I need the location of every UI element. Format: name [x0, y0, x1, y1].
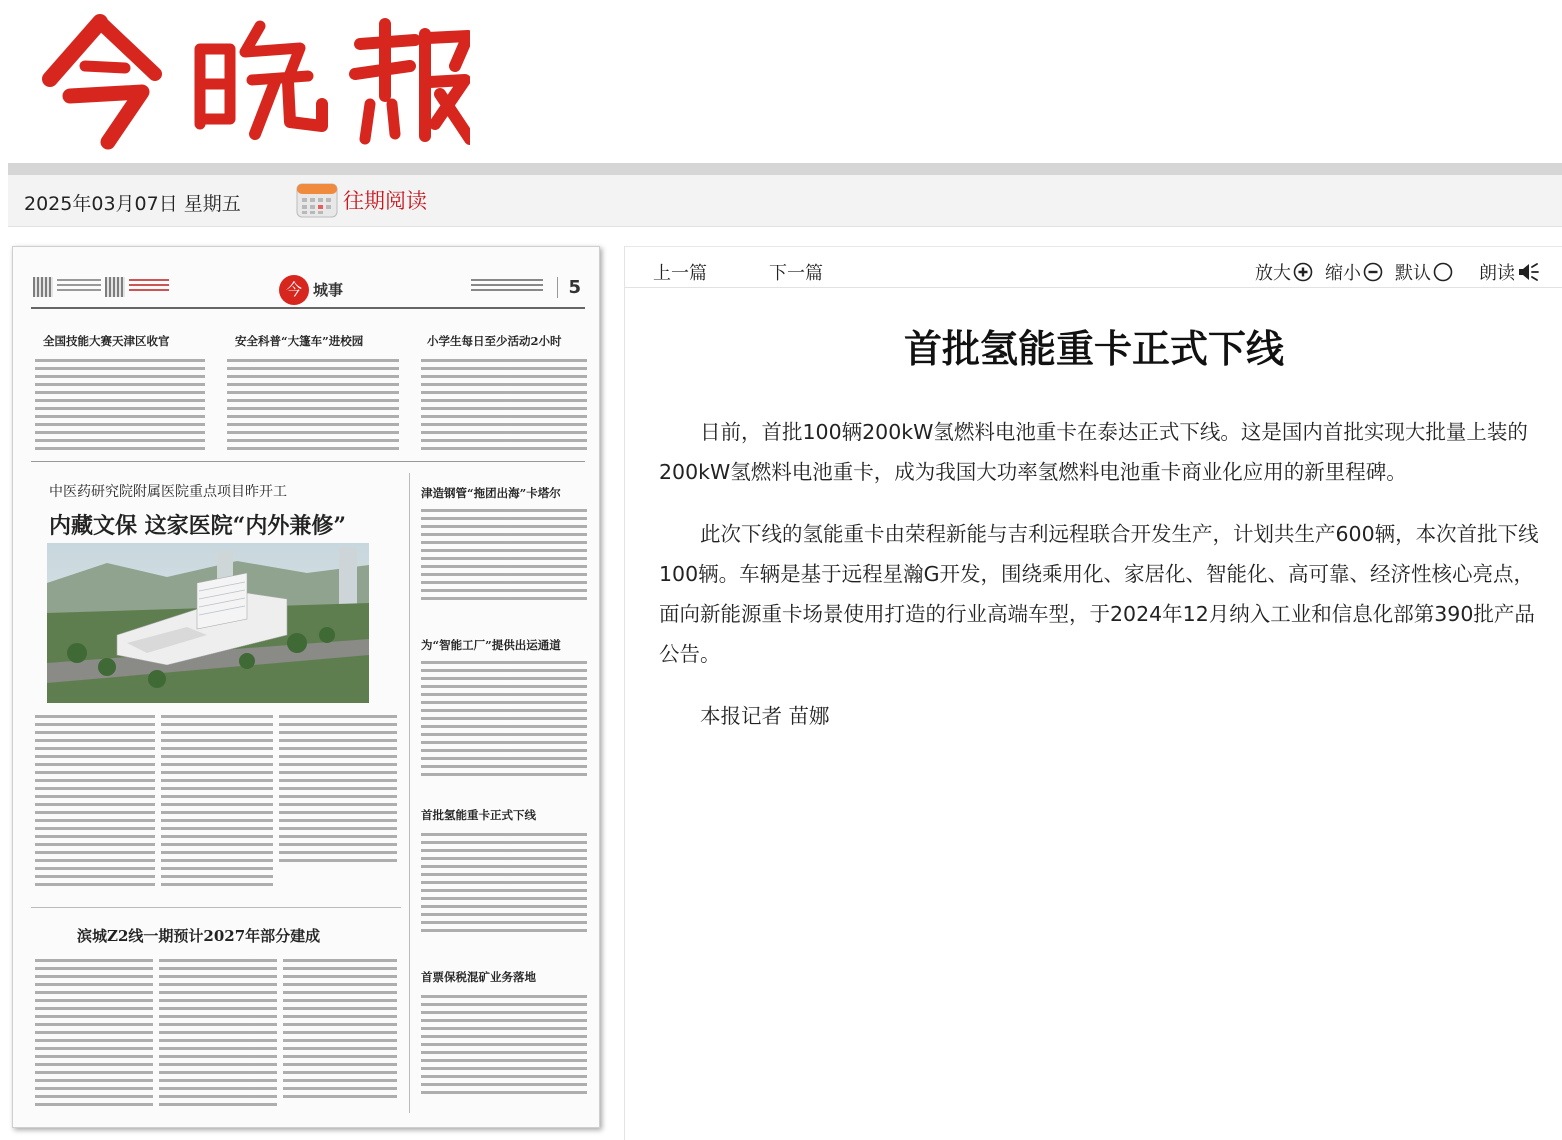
divider	[31, 907, 401, 908]
thumbnail-header	[31, 271, 581, 307]
article-toolbar	[625, 246, 1562, 288]
article-text-block	[283, 959, 397, 1099]
qr-code-icon	[33, 277, 53, 297]
page-thumbnail[interactable]	[12, 246, 600, 1128]
default-size-label: 默认	[1395, 263, 1431, 284]
divider	[8, 163, 1562, 175]
article-text-block	[421, 509, 587, 605]
divider	[409, 473, 410, 1113]
header-fineprint	[57, 279, 101, 293]
headline-link[interactable]: 津造钢管“拖团出海”卡塔尔	[421, 486, 561, 500]
header-fineprint	[471, 279, 543, 293]
headline-link[interactable]: 安全科普“大篷车”进校园	[235, 334, 364, 348]
archive-label: 往期阅读	[343, 189, 427, 213]
section-name: 城事	[313, 281, 344, 299]
section-logo-icon: 今	[279, 275, 309, 305]
kicker-link[interactable]: 中医药研究院附属医院重点项目昨开工	[49, 484, 287, 500]
article-text-block	[279, 715, 397, 865]
prev-article-link[interactable]: 上一篇	[653, 263, 707, 284]
header-fineprint	[129, 279, 169, 293]
article-text-block	[421, 359, 587, 455]
speaker-icon	[1517, 261, 1539, 283]
headline-link[interactable]: 为“智能工厂”提供出运通道	[421, 638, 561, 652]
zoom-in-button[interactable]	[1255, 259, 1313, 285]
page-number: 5	[557, 277, 581, 298]
qr-code-icon	[105, 277, 125, 297]
divider	[31, 461, 585, 462]
zoom-in-label: 放大	[1255, 263, 1291, 284]
date-bar	[8, 175, 1562, 227]
headline-link[interactable]: 小学生每日至少活动2小时	[427, 334, 562, 348]
headline-link[interactable]: 全国技能大赛天津区收官	[43, 334, 170, 348]
main-headline-link[interactable]: 内藏文保 这家医院“内外兼修”	[49, 513, 346, 539]
article-byline: 本报记者 苗娜	[700, 704, 830, 728]
zoom-out-button[interactable]	[1325, 259, 1383, 285]
article-text-block	[421, 661, 587, 779]
read-aloud-label: 朗读	[1479, 263, 1515, 284]
article-body	[659, 412, 1539, 758]
default-size-button[interactable]	[1395, 259, 1453, 285]
article-text-block	[161, 715, 273, 891]
article-text-block	[227, 359, 399, 455]
article-text-block	[159, 959, 277, 1109]
hospital-photo	[47, 543, 369, 703]
divider	[31, 307, 585, 309]
article-text-block	[421, 833, 587, 937]
issue-date: 2025年03月07日 星期五	[24, 193, 241, 215]
read-aloud-button[interactable]	[1479, 259, 1539, 285]
headline-link[interactable]: 滨城Z2线一期预计2027年部分建成	[77, 927, 321, 945]
next-article-link[interactable]: 下一篇	[769, 263, 823, 284]
plus-circle-icon	[1293, 262, 1313, 282]
article-panel	[624, 246, 1562, 1140]
headline-link[interactable]: 首票保税混矿业务落地	[421, 970, 536, 984]
article-paragraph: 日前，首批100辆200kW氢燃料电池重卡在泰达正式下线。这是国内首批实现大批量上装的200kW氢燃料电池重卡，成为我国大功率氢燃料电池重卡商业化应用的新里程碑。	[659, 420, 1528, 484]
article-paragraph: 此次下线的氢能重卡由荣程新能与吉利远程联合开发生产，计划共生产600辆，本次首批下线100辆。车辆是基于远程星瀚G开发，围绕乘用化、家居化、智能化、高可靠、经济性核心亮点，面向新能源重卡场景使用打造的行业高端车型，于2024年12月纳入工业和信息化部第390批产品公告。	[659, 522, 1539, 666]
calendar-icon	[295, 181, 339, 219]
minus-circle-icon	[1363, 262, 1383, 282]
article-text-block	[35, 359, 205, 455]
masthead	[0, 0, 1562, 163]
article-text-block	[421, 995, 587, 1099]
newspaper-logo[interactable]	[30, 4, 470, 154]
zoom-out-label: 缩小	[1325, 263, 1361, 284]
article-text-block	[35, 715, 155, 891]
article-text-block	[35, 959, 153, 1109]
archive-link[interactable]	[295, 179, 427, 221]
circle-icon	[1433, 262, 1453, 282]
article-title: 首批氢能重卡正式下线	[903, 327, 1284, 371]
headline-link[interactable]: 首批氢能重卡正式下线	[421, 808, 536, 822]
